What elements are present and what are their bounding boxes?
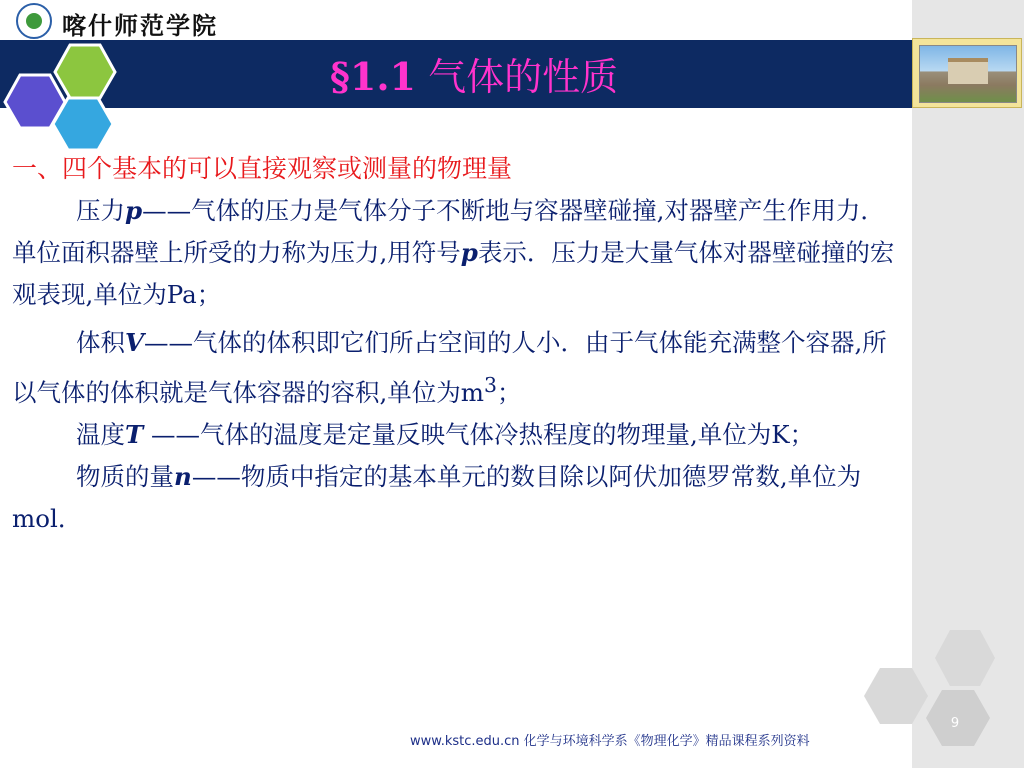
campus-gate-photo [919,45,1017,103]
volume-label: 体积 [76,328,125,357]
pressure-symbol: p [125,196,143,225]
amount-paragraph [12,456,902,540]
page-number: 9 [950,716,960,731]
blue-hexagon [53,98,113,150]
campus-photo-frame [912,38,1022,108]
slide-content [12,148,902,540]
gate-shape [948,58,988,84]
pressure-label: 压力 [76,196,125,225]
amount-symbol: n [174,462,192,492]
college-emblem-icon [16,3,52,39]
temperature-paragraph [12,414,902,456]
amount-label: 物质的量 [76,462,174,492]
pressure-text-2: 表示．压力是大量气体对器壁碰撞的宏观表现,单位为Pa； [12,238,895,309]
section-heading: 一、四个基本的可以直接观察或测量的物理量 [12,154,513,183]
volume-symbol: V [125,328,145,357]
green-hexagon [55,45,115,98]
logo-bar [0,0,912,40]
section-number: §1.1 [330,54,416,99]
volume-exponent: 3 [484,373,498,397]
pressure-symbol-2: p [460,238,478,267]
hexagon-decoration [0,40,150,150]
corner-hexagon-decoration [850,620,1024,768]
slide-title [330,46,750,101]
pressure-text: ——气体的压力是气体分子不断地与容器壁碰撞,对器壁产生作用力．单位面积器壁上所受的力称为压力,用符号 [12,196,885,267]
volume-text: ——气体的体积即它们所占空间的人小．由于气体能充满整个容器,所以气体的体积就是气体容器的容积,单位为m [12,328,887,408]
light-hexagon-1 [935,630,995,686]
volume-end: ； [497,378,522,408]
temperature-label: 温度 [76,420,125,450]
volume-paragraph [12,322,902,414]
temperature-text: ——气体的温度是定量反映气体冷热程度的物理量,单位为K； [143,420,815,450]
pressure-paragraph [12,190,902,316]
light-hexagon-2 [864,668,928,724]
footer-text: www.kstc.edu.cn 化学与环境科学系《物理化学》精品课程系列资料 [410,734,810,749]
amount-text: ——物质中指定的基本单元的数目除以阿伏加德罗常数,单位为mol． [12,462,862,534]
temperature-symbol: T [125,420,144,450]
college-name-logo: 喀什师范学院 [62,11,218,40]
title-text: 气体的性质 [428,55,619,99]
